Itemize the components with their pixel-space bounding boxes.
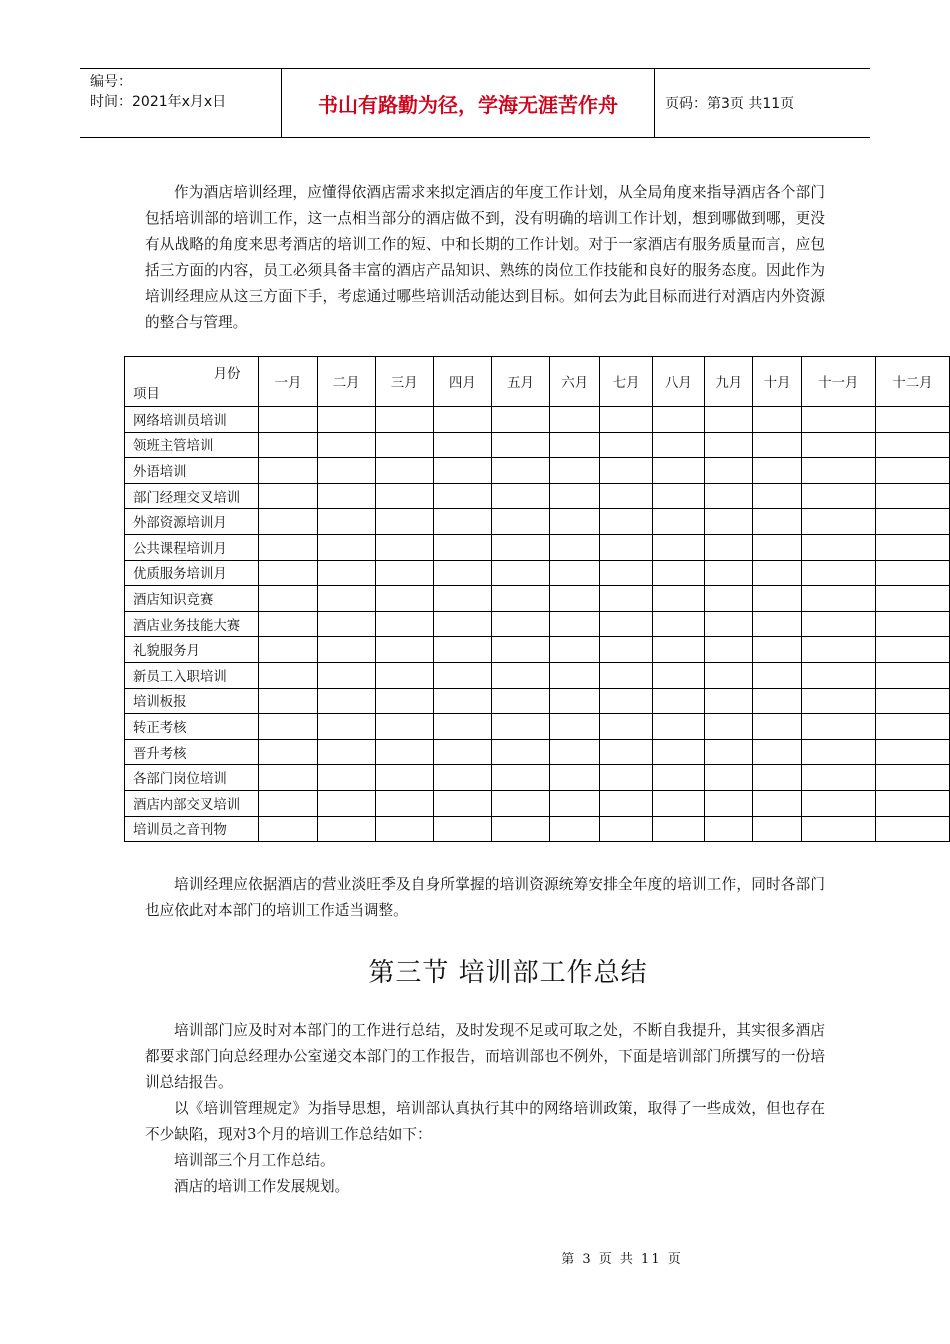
- schedule-cell: [433, 790, 491, 816]
- schedule-cell: [600, 637, 652, 663]
- schedule-cell: [317, 611, 375, 637]
- schedule-cell: [801, 688, 875, 714]
- number-label: 编号：: [90, 74, 132, 90]
- schedule-cell: [875, 534, 949, 560]
- schedule-cell: [259, 739, 317, 765]
- schedule-cell: [550, 458, 600, 484]
- schedule-cell: [705, 688, 753, 714]
- schedule-cell: [491, 765, 549, 791]
- schedule-cell: [801, 765, 875, 791]
- schedule-cell: [550, 586, 600, 612]
- schedule-cell: [801, 432, 875, 458]
- schedule-cell: [753, 611, 801, 637]
- schedule-cell: [317, 534, 375, 560]
- schedule-cell: [705, 509, 753, 535]
- table-row: [125, 611, 950, 637]
- month-header-12: 十二月: [875, 357, 949, 407]
- schedule-cell: [600, 714, 652, 740]
- month-header-5: 五月: [491, 357, 549, 407]
- schedule-cell: [600, 458, 652, 484]
- month-header-7: 七月: [600, 357, 652, 407]
- schedule-cell: [753, 688, 801, 714]
- schedule-cell: [317, 739, 375, 765]
- after-table-paragraph: 培训经理应依据酒店的营业淡旺季及自身所掌握的培训资源统筹安排全年度的培训工作，同时各部门也应依此对本部门的培训工作适当调整。: [145, 876, 825, 919]
- schedule-cell: [259, 637, 317, 663]
- schedule-cell: [375, 637, 433, 663]
- schedule-cell: [705, 560, 753, 586]
- page-header: [80, 68, 870, 138]
- schedule-cell: [259, 765, 317, 791]
- schedule-cell: [801, 816, 875, 842]
- schedule-cell: [705, 816, 753, 842]
- month-header-4: 四月: [433, 357, 491, 407]
- schedule-cell: [801, 586, 875, 612]
- schedule-cell: [433, 432, 491, 458]
- schedule-cell: [600, 432, 652, 458]
- table-row: [125, 586, 950, 612]
- schedule-cell: [317, 765, 375, 791]
- schedule-cell: [375, 407, 433, 433]
- schedule-cell: [550, 688, 600, 714]
- schedule-cell: [600, 790, 652, 816]
- schedule-cell: [550, 534, 600, 560]
- table-row: [125, 432, 950, 458]
- schedule-cell: [705, 637, 753, 663]
- header-meta: [80, 69, 282, 137]
- training-item-label: 培训员之音刊物: [125, 816, 259, 842]
- schedule-cell: [317, 637, 375, 663]
- schedule-cell: [317, 662, 375, 688]
- schedule-cell: [317, 790, 375, 816]
- schedule-cell: [753, 816, 801, 842]
- schedule-cell: [652, 739, 704, 765]
- schedule-cell: [491, 688, 549, 714]
- month-header-11: 十一月: [801, 357, 875, 407]
- schedule-cell: [875, 765, 949, 791]
- training-item-label: 公共课程培训月: [125, 534, 259, 560]
- schedule-cell: [875, 714, 949, 740]
- schedule-cell: [317, 458, 375, 484]
- schedule-cell: [375, 739, 433, 765]
- training-item-label: 新员工入职培训: [125, 662, 259, 688]
- schedule-cell: [753, 483, 801, 509]
- schedule-cell: [317, 432, 375, 458]
- schedule-cell: [433, 662, 491, 688]
- schedule-cell: [600, 586, 652, 612]
- schedule-cell: [259, 790, 317, 816]
- schedule-cell: [375, 688, 433, 714]
- schedule-cell: [801, 611, 875, 637]
- schedule-cell: [875, 509, 949, 535]
- schedule-cell: [652, 407, 704, 433]
- table-row: [125, 816, 950, 842]
- schedule-cell: [491, 483, 549, 509]
- schedule-cell: [550, 765, 600, 791]
- schedule-cell: [375, 458, 433, 484]
- schedule-cell: [433, 816, 491, 842]
- schedule-cell: [259, 407, 317, 433]
- section-title: 第三节 培训部工作总结: [368, 958, 648, 988]
- schedule-cell: [652, 432, 704, 458]
- schedule-cell: [550, 637, 600, 663]
- header-page-info: 页码：第3页 共11页: [665, 96, 795, 112]
- schedule-cell: [753, 586, 801, 612]
- schedule-cell: [652, 662, 704, 688]
- schedule-cell: [753, 739, 801, 765]
- table-row: [125, 688, 950, 714]
- training-item-label: 酒店业务技能大赛: [125, 611, 259, 637]
- schedule-cell: [875, 662, 949, 688]
- schedule-cell: [801, 483, 875, 509]
- schedule-cell: [375, 509, 433, 535]
- schedule-cell: [875, 637, 949, 663]
- schedule-cell: [259, 432, 317, 458]
- schedule-cell: [491, 458, 549, 484]
- month-header-10: 十月: [753, 357, 801, 407]
- header-motto: 书山有路勤为径，学海无涯苦作舟: [282, 69, 655, 137]
- schedule-cell: [652, 586, 704, 612]
- schedule-cell: [433, 765, 491, 791]
- schedule-cell: [550, 662, 600, 688]
- schedule-cell: [550, 816, 600, 842]
- schedule-cell: [491, 637, 549, 663]
- table-row: [125, 483, 950, 509]
- schedule-cell: [652, 688, 704, 714]
- schedule-cell: [652, 483, 704, 509]
- schedule-cell: [259, 662, 317, 688]
- schedule-cell: [491, 560, 549, 586]
- schedule-cell: [550, 560, 600, 586]
- table-row: [125, 407, 950, 433]
- schedule-cell: [550, 790, 600, 816]
- schedule-cell: [433, 714, 491, 740]
- schedule-cell: [491, 662, 549, 688]
- training-item-label: 晋升考核: [125, 739, 259, 765]
- schedule-cell: [705, 790, 753, 816]
- training-item-label: 领班主管培训: [125, 432, 259, 458]
- schedule-cell: [491, 714, 549, 740]
- schedule-cell: [491, 509, 549, 535]
- schedule-cell: [550, 714, 600, 740]
- schedule-cell: [491, 534, 549, 560]
- schedule-cell: [259, 816, 317, 842]
- table-row: [125, 662, 950, 688]
- schedule-cell: [875, 586, 949, 612]
- schedule-cell: [550, 611, 600, 637]
- schedule-cell: [375, 534, 433, 560]
- schedule-cell: [259, 483, 317, 509]
- schedule-cell: [875, 407, 949, 433]
- table-row: [125, 637, 950, 663]
- schedule-cell: [705, 407, 753, 433]
- schedule-cell: [491, 407, 549, 433]
- schedule-cell: [491, 816, 549, 842]
- schedule-cell: [259, 509, 317, 535]
- table-row: [125, 714, 950, 740]
- schedule-cell: [550, 739, 600, 765]
- schedule-cell: [801, 560, 875, 586]
- schedule-cell: [491, 611, 549, 637]
- schedule-cell: [875, 688, 949, 714]
- schedule-cell: [491, 739, 549, 765]
- schedule-cell: [433, 611, 491, 637]
- month-header-9: 九月: [705, 357, 753, 407]
- schedule-cell: [875, 560, 949, 586]
- schedule-cell: [433, 688, 491, 714]
- schedule-cell: [801, 534, 875, 560]
- schedule-cell: [753, 790, 801, 816]
- schedule-cell: [317, 688, 375, 714]
- schedule-cell: [259, 611, 317, 637]
- schedule-cell: [433, 586, 491, 612]
- table-row: [125, 790, 950, 816]
- schedule-cell: [259, 560, 317, 586]
- training-item-label: 网络培训员培训: [125, 407, 259, 433]
- schedule-cell: [875, 611, 949, 637]
- month-header-6: 六月: [550, 357, 600, 407]
- schedule-cell: [600, 765, 652, 791]
- schedule-cell: [491, 790, 549, 816]
- schedule-cell: [801, 790, 875, 816]
- schedule-cell: [600, 688, 652, 714]
- schedule-cell: [652, 637, 704, 663]
- schedule-cell: [433, 407, 491, 433]
- training-item-label: 各部门岗位培训: [125, 765, 259, 791]
- month-header-2: 二月: [317, 357, 375, 407]
- schedule-cell: [801, 714, 875, 740]
- schedule-cell: [600, 534, 652, 560]
- schedule-cell: [600, 611, 652, 637]
- schedule-cell: [705, 483, 753, 509]
- schedule-cell: [753, 407, 801, 433]
- schedule-cell: [375, 790, 433, 816]
- schedule-cell: [705, 611, 753, 637]
- schedule-cell: [317, 714, 375, 740]
- training-item-label: 酒店内部交叉培训: [125, 790, 259, 816]
- training-item-label: 优质服务培训月: [125, 560, 259, 586]
- schedule-cell: [801, 509, 875, 535]
- schedule-cell: [600, 407, 652, 433]
- schedule-cell: [317, 509, 375, 535]
- schedule-cell: [753, 458, 801, 484]
- table-row: [125, 560, 950, 586]
- page-footer: 第 3 页 共 11 页: [561, 1252, 683, 1267]
- schedule-cell: [753, 714, 801, 740]
- month-header-3: 三月: [375, 357, 433, 407]
- schedule-cell: [705, 739, 753, 765]
- schedule-cell: [801, 662, 875, 688]
- schedule-cell: [259, 458, 317, 484]
- schedule-cell: [875, 816, 949, 842]
- schedule-cell: [705, 765, 753, 791]
- summary-paragraph-2: 以《培训管理规定》为指导思想，培训部认真执行其中的网络培训政策，取得了一些成效，但也存在不少缺陷，现对3个月的培训工作总结如下：: [145, 1100, 825, 1143]
- schedule-cell: [801, 458, 875, 484]
- table-row: [125, 509, 950, 535]
- schedule-cell: [600, 483, 652, 509]
- table-row: [125, 458, 950, 484]
- schedule-cell: [705, 432, 753, 458]
- schedule-cell: [600, 662, 652, 688]
- schedule-cell: [433, 534, 491, 560]
- schedule-cell: [317, 483, 375, 509]
- table-corner-cell: [125, 357, 259, 407]
- schedule-cell: [705, 714, 753, 740]
- schedule-cell: [317, 407, 375, 433]
- schedule-cell: [375, 662, 433, 688]
- training-item-label: 外部资源培训月: [125, 509, 259, 535]
- schedule-cell: [753, 534, 801, 560]
- schedule-cell: [317, 560, 375, 586]
- schedule-cell: [491, 432, 549, 458]
- schedule-cell: [259, 586, 317, 612]
- schedule-cell: [801, 407, 875, 433]
- month-header-8: 八月: [652, 357, 704, 407]
- schedule-cell: [652, 560, 704, 586]
- schedule-cell: [753, 560, 801, 586]
- schedule-cell: [375, 586, 433, 612]
- intro-paragraph: 作为酒店培训经理，应懂得依酒店需求来拟定酒店的年度工作计划，从全局角度来指导酒店各个部门包括培训部的培训工作，这一点相当部分的酒店做不到，没有明确的培训工作计划，想到哪做到哪，更没有从战略的角度来思考酒店的培训工作的短、中和长期的工作计划。对于一家酒店有服务质量而言，应包括三方面的内容，员工必须具备丰富的酒店产品知识、熟练的岗位工作技能和良好的服务态度。因此作为培训经理应从这三方面下手，考虑通过哪些培训活动能达到目标。如何去为此目标而进行对酒店内外资源的整合与管理。: [145, 184, 825, 331]
- schedule-cell: [705, 534, 753, 560]
- corner-month-label: 月份: [213, 367, 241, 382]
- schedule-cell: [652, 611, 704, 637]
- schedule-cell: [652, 816, 704, 842]
- schedule-cell: [801, 739, 875, 765]
- schedule-cell: [550, 432, 600, 458]
- schedule-cell: [550, 483, 600, 509]
- schedule-cell: [259, 714, 317, 740]
- schedule-cell: [753, 765, 801, 791]
- schedule-cell: [600, 816, 652, 842]
- schedule-cell: [433, 458, 491, 484]
- schedule-cell: [875, 432, 949, 458]
- table-row: [125, 534, 950, 560]
- schedule-cell: [259, 534, 317, 560]
- schedule-cell: [875, 483, 949, 509]
- schedule-cell: [375, 611, 433, 637]
- month-header-row: [125, 357, 950, 407]
- training-item-label: 转正考核: [125, 714, 259, 740]
- schedule-table-body: [125, 407, 950, 842]
- schedule-cell: [433, 483, 491, 509]
- schedule-cell: [375, 714, 433, 740]
- schedule-cell: [753, 662, 801, 688]
- schedule-cell: [652, 458, 704, 484]
- schedule-cell: [317, 586, 375, 612]
- schedule-cell: [753, 509, 801, 535]
- schedule-cell: [600, 739, 652, 765]
- schedule-cell: [875, 790, 949, 816]
- training-item-label: 酒店知识竞赛: [125, 586, 259, 612]
- schedule-cell: [875, 739, 949, 765]
- schedule-cell: [875, 458, 949, 484]
- schedule-cell: [753, 432, 801, 458]
- schedule-cell: [317, 816, 375, 842]
- schedule-cell: [801, 637, 875, 663]
- schedule-cell: [600, 560, 652, 586]
- month-header-1: 一月: [259, 357, 317, 407]
- schedule-cell: [705, 586, 753, 612]
- schedule-cell: [753, 637, 801, 663]
- schedule-cell: [652, 765, 704, 791]
- schedule-cell: [375, 483, 433, 509]
- summary-line-2: 酒店的培训工作发展规划。: [174, 1178, 350, 1195]
- schedule-cell: [375, 560, 433, 586]
- schedule-cell: [550, 407, 600, 433]
- schedule-cell: [375, 432, 433, 458]
- summary-line-1: 培训部三个月工作总结。: [174, 1152, 335, 1169]
- schedule-cell: [375, 816, 433, 842]
- schedule-cell: [491, 586, 549, 612]
- summary-paragraph-1: 培训部门应及时对本部门的工作进行总结，及时发现不足或可取之处，不断自我提升，其实很多酒店都要求部门向总经理办公室递交本部门的工作报告，而培训部也不例外，下面是培训部门所撰写的一份培训总结报告。: [145, 1022, 825, 1091]
- time-label: 时间：2021年x月x日: [90, 94, 227, 110]
- schedule-cell: [652, 509, 704, 535]
- schedule-cell: [550, 509, 600, 535]
- training-item-label: 外语培训: [125, 458, 259, 484]
- schedule-cell: [705, 458, 753, 484]
- training-item-label: 部门经理交叉培训: [125, 483, 259, 509]
- schedule-cell: [433, 509, 491, 535]
- schedule-cell: [600, 509, 652, 535]
- schedule-cell: [433, 739, 491, 765]
- schedule-cell: [433, 637, 491, 663]
- schedule-cell: [652, 534, 704, 560]
- schedule-cell: [433, 560, 491, 586]
- schedule-cell: [652, 714, 704, 740]
- training-item-label: 礼貌服务月: [125, 637, 259, 663]
- table-row: [125, 765, 950, 791]
- schedule-cell: [259, 688, 317, 714]
- table-row: [125, 739, 950, 765]
- training-item-label: 培训板报: [125, 688, 259, 714]
- training-schedule-table: [124, 356, 950, 842]
- schedule-cell: [705, 662, 753, 688]
- schedule-cell: [375, 765, 433, 791]
- corner-item-label: 项目: [133, 387, 160, 402]
- schedule-cell: [652, 790, 704, 816]
